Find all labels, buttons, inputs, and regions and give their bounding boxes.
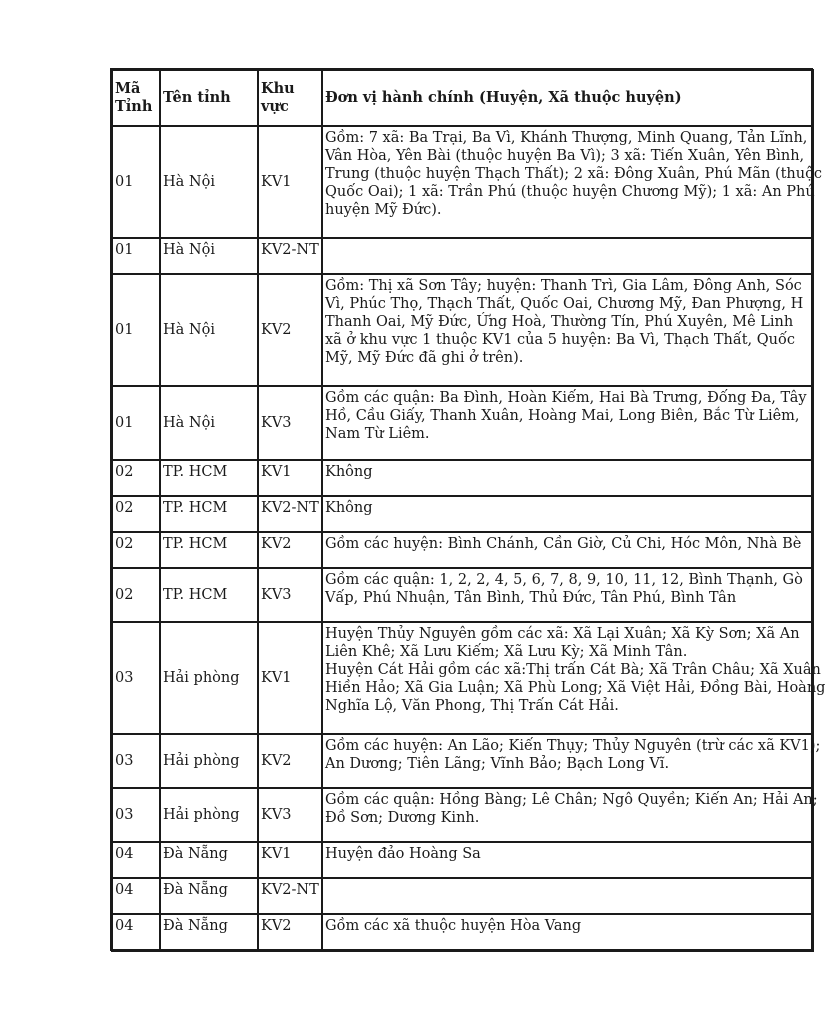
header-province-code: Mã Tỉnh [113,71,161,127]
cell-province-code: 02 [113,497,161,533]
unit-description-line: Huyện Cát Hải gồm các xã:Thị trấn Cát Bà; Xã Trân Châu; Xã Xuân [325,662,821,678]
cell-administrative-units [323,461,813,497]
cell-administrative-units [323,127,822,239]
unit-description-line: huyện Mỹ Đức). [325,202,442,218]
table-row [113,497,813,533]
table-row [113,569,813,623]
cell-area: KV2 [259,533,323,569]
cell-administrative-units [323,789,818,843]
cell-province-code: 02 [113,461,161,497]
cell-area: KV2 [259,735,323,789]
table-row [113,915,813,951]
cell-administrative-units [323,239,813,275]
table-row [113,843,813,879]
cell-area: KV2-NT [259,497,323,533]
unit-description-line: Gồm: 7 xã: Ba Trại, Ba Vì, Khánh Thượng, Minh Quang, Tản Lĩnh, [325,130,808,146]
cell-province-code: 03 [113,789,161,843]
unit-description-line: Gồm các quận: 1, 2, 2, 4, 5, 6, 7, 8, 9, 10, 11, 12, Bình Thạnh, Gò [325,572,803,588]
table-row [113,461,813,497]
cell-province-code: 01 [113,239,161,275]
unit-description-line: Gồm: Thị xã Sơn Tây; huyện: Thanh Trì, Gia Lâm, Đông Anh, Sóc [325,278,802,294]
cell-area: KV2 [259,915,323,951]
cell-area: KV3 [259,569,323,623]
unit-description-line: Gồm các quận: Ba Đình, Hoàn Kiếm, Hai Bà Trưng, Đống Đa, Tây [325,390,807,406]
unit-description-line: An Dương; Tiên Lãng; Vĩnh Bảo; Bạch Long Vĩ. [325,756,670,772]
table-row [113,879,813,915]
cell-province-code: 01 [113,127,161,239]
cell-province-name: Hải phòng [161,789,259,843]
cell-administrative-units [323,387,813,461]
table-row [113,239,813,275]
unit-description-line: Không [325,464,373,480]
cell-province-name: Hà Nội [161,275,259,387]
cell-province-name: Hà Nội [161,127,259,239]
unit-description-line: Liên Khê; Xã Lưu Kiếm; Xã Lưu Kỳ; Xã Minh Tân. [325,644,688,660]
cell-administrative-units [323,533,813,569]
header-administrative-units: Đơn vị hành chính (Huyện, Xã thuộc huyện) [323,71,813,127]
table-row [113,127,813,239]
cell-province-name: Hải phòng [161,735,259,789]
unit-description-line: Thanh Oai, Mỹ Đức, Ứng Hoà, Thường Tín, Phú Xuyên, Mê Linh [325,314,794,330]
region-table [110,68,825,951]
cell-area: KV1 [259,843,323,879]
unit-description-line: Nghĩa Lộ, Văn Phong, Thị Trấn Cát Hải. [325,698,619,714]
unit-description-line: Hồ, Cầu Giấy, Thanh Xuân, Hoàng Mai, Long Biên, Bắc Từ Liêm, [325,408,800,424]
cell-province-code: 01 [113,275,161,387]
table-row [113,789,813,843]
cell-province-name: TP. HCM [161,461,259,497]
table-row [113,275,813,387]
cell-administrative-units [323,843,813,879]
unit-description-line: Gồm các huyện: An Lão; Kiến Thụy; Thủy Nguyên (trừ các xã KV1); [325,738,821,754]
cell-province-name: TP. HCM [161,533,259,569]
cell-area: KV1 [259,127,323,239]
unit-description-line: Mỹ, Mỹ Đức đã ghi ở trên). [325,350,524,366]
cell-province-code: 01 [113,387,161,461]
table-body [113,127,825,951]
table-row [113,623,813,735]
cell-administrative-units [323,735,821,789]
cell-province-code: 03 [113,735,161,789]
unit-description-line: Không [325,500,373,516]
unit-description-line: Huyện Thủy Nguyên gồm các xã: Xã Lại Xuân; Xã Kỳ Sơn; Xã An [325,626,800,642]
cell-area: KV2-NT [259,239,323,275]
unit-description-line: Đồ Sơn; Dương Kinh. [325,810,480,826]
cell-area: KV3 [259,387,323,461]
unit-description-line: Vân Hòa, Yên Bài (thuộc huyện Ba Vì); 3 xã: Tiến Xuân, Yên Bình, [325,148,805,164]
cell-province-name: TP. HCM [161,569,259,623]
cell-administrative-units [323,879,813,915]
cell-area: KV1 [259,461,323,497]
unit-description-line: Gồm các quận: Hồng Bàng; Lê Chân; Ngô Quyền; Kiến An; Hải An; [325,792,818,808]
cell-province-name: Hà Nội [161,239,259,275]
cell-administrative-units [323,497,813,533]
header-area: Khu vực [259,71,323,127]
table-row [113,735,813,789]
unit-description-line: Gồm các xã thuộc huyện Hòa Vang [325,918,582,934]
unit-description-line: xã ở khu vực 1 thuộc KV1 của 5 huyện: Ba Vì, Thạch Thất, Quốc [325,332,795,348]
cell-administrative-units [323,623,825,735]
cell-administrative-units [323,915,813,951]
cell-area: KV2-NT [259,879,323,915]
cell-province-name: Hải phòng [161,623,259,735]
cell-province-code: 03 [113,623,161,735]
cell-province-name: Hà Nội [161,387,259,461]
cell-province-code: 04 [113,915,161,951]
cell-province-name: TP. HCM [161,497,259,533]
cell-province-code: 04 [113,879,161,915]
unit-description-line: Hiền Hảo; Xã Gia Luận; Xã Phù Long; Xã Việt Hải, Đồng Bài, Hoàng [325,680,825,696]
header-province-name: Tên tỉnh [161,71,259,127]
cell-province-name: Đà Nẵng [161,915,259,951]
cell-province-name: Đà Nẵng [161,879,259,915]
cell-province-code: 02 [113,569,161,623]
cell-province-code: 02 [113,533,161,569]
unit-description-line: Quốc Oai); 1 xã: Trần Phú (thuộc huyện Chương Mỹ); 1 xã: An Phú [325,184,815,200]
cell-administrative-units [323,569,813,623]
cell-administrative-units [323,275,813,387]
cell-province-name: Đà Nẵng [161,843,259,879]
table-row [113,533,813,569]
cell-province-code: 04 [113,843,161,879]
unit-description-line: Nam Từ Liêm. [325,426,430,442]
table-header-row [113,71,813,127]
unit-description-line: Trung (thuộc huyện Thạch Thất); 2 xã: Đông Xuân, Phú Mãn (thuộc [325,166,822,182]
unit-description-line: Vì, Phúc Thọ, Thạch Thất, Quốc Oai, Chương Mỹ, Đan Phượng, H [325,296,804,312]
unit-description-line: Vấp, Phú Nhuận, Tân Bình, Thủ Đức, Tân Phú, Bình Tân [325,590,737,606]
unit-description-line: Gồm các huyện: Bình Chánh, Cần Giờ, Củ Chi, Hóc Môn, Nhà Bè [325,536,802,552]
cell-area: KV1 [259,623,323,735]
cell-area: KV2 [259,275,323,387]
table-row [113,387,813,461]
unit-description-line: Huyện đảo Hoàng Sa [325,846,481,862]
cell-area: KV3 [259,789,323,843]
